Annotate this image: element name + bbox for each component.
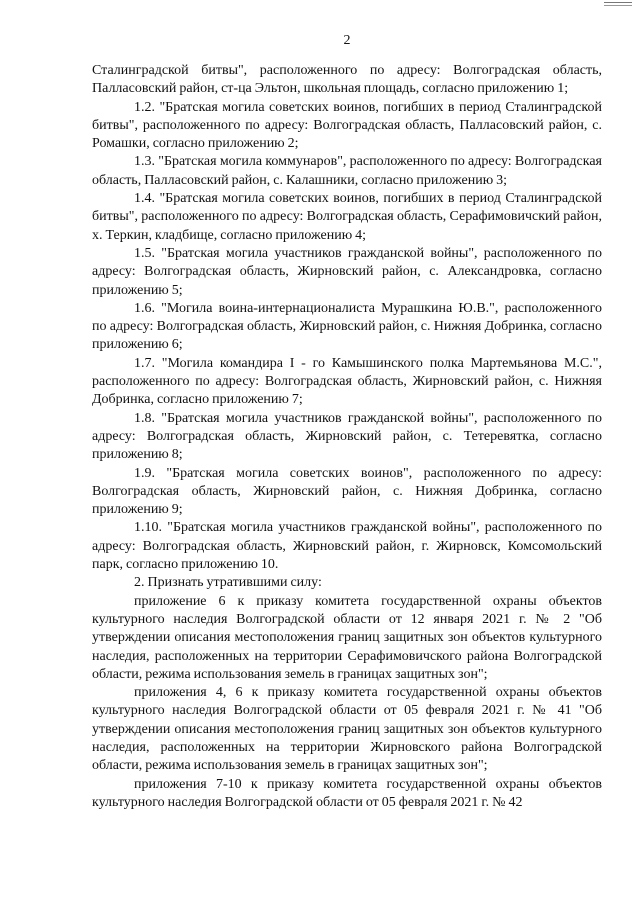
paragraph-item-1-5: 1.5. "Братская могила участников гражданской войны", расположенного по адресу: Волгоградская область, Жирновский район, с. Александровка, согласно приложению 5; xyxy=(92,245,602,298)
paragraph-item-1-3: 1.3. "Братская могила коммунаров", расположенного по адресу: Волгоградская область, Палласовский район, с. Калашники, согласно приложению 3; xyxy=(92,154,602,188)
paragraph-item-1-2: 1.2. "Братская могила советских воинов, погибших в период Сталинградской битвы", расположенного по адресу: Волгоградская область, Палласовский район, с. Ромашки, согласно приложению 2; xyxy=(92,99,602,152)
paragraph-item-1-9: 1.9. "Братская могила советских воинов", расположенного по адресу: Волгоградская область, Жирновский район, с. Нижняя Добринка, согласно приложению 9; xyxy=(92,465,602,518)
paragraph-item-1-6: 1.6. "Могила воина-интернационалиста Мурашкина Ю.В.", расположенного по адресу: Волгоградская область, Жирновский район, с. Нижняя Добринка, согласно приложению 6; xyxy=(92,300,602,353)
paragraph-item-1-8: 1.8. "Братская могила участников гражданской войны", расположенного по адресу: Волгоградская область, Жирновский район, с. Тетеревятка, согласно приложению 8; xyxy=(92,410,602,463)
paragraph-item-2: 2. Признать утратившими силу: xyxy=(134,575,322,591)
paragraph-repeal-appendix-6: приложение 6 к приказу комитета государственной охраны объектов культурного наследия Волгоградской области от 12 января 2021 г. № 2 "Об утверждении описания местоположения границ защитных зон объектов культурного наследия, расположенных на территории Серафимовичского района Волгоградской области, режима использования земель в границах защитных зон"; xyxy=(92,593,602,682)
paragraph-item-1-4: 1.4. "Братская могила советских воинов, погибших в период Сталинградской битвы", расположенного по адресу: Волгоградская область, Серафимовичский район, х. Теркин, кладбище, согласно приложению 4; xyxy=(92,191,602,243)
page-number: 2 xyxy=(343,33,351,48)
paragraph-repeal-appendices-4-6: приложения 4, 6 к приказу комитета государственной охраны объектов культурного наследия Волгоградской области от 05 февраля 2021 г. № 41 "Об утверждении описания местоположения границ защитных зон объектов культурного наследия, расположенных на территории Жирновского района Волгоградской области, режима использования земель в границах защитных зон"; xyxy=(92,685,602,774)
paragraph-item-1-7: 1.7. "Могила командира I - го Камышинского полка Мартемьянова М.С.", расположенного по адресу: Волгоградская область, Жирновский район, с. Нижняя Добринка, согласно приложению 7; xyxy=(92,355,602,408)
corner-scan-mark xyxy=(604,2,632,6)
document-body xyxy=(92,62,602,812)
paragraph-repeal-appendices-7-10: приложения 7-10 к приказу комитета государственной охраны объектов культурного наследия Волгоградской области от 05 февраля 2021 г. № 42 xyxy=(92,776,602,810)
paragraph-continuation: Сталинградской битвы", расположенного по адресу: Волгоградская область, Палласовский район, ст-ца Эльтон, школьная площадь, согласно приложению 1; xyxy=(92,63,602,97)
paragraph-item-1-10: 1.10. "Братская могила участников гражданской войны", расположенного по адресу: Волгоградская область, Жирновский район, г. Жирновск, Комсомольский парк, согласно приложению 10. xyxy=(92,520,602,573)
